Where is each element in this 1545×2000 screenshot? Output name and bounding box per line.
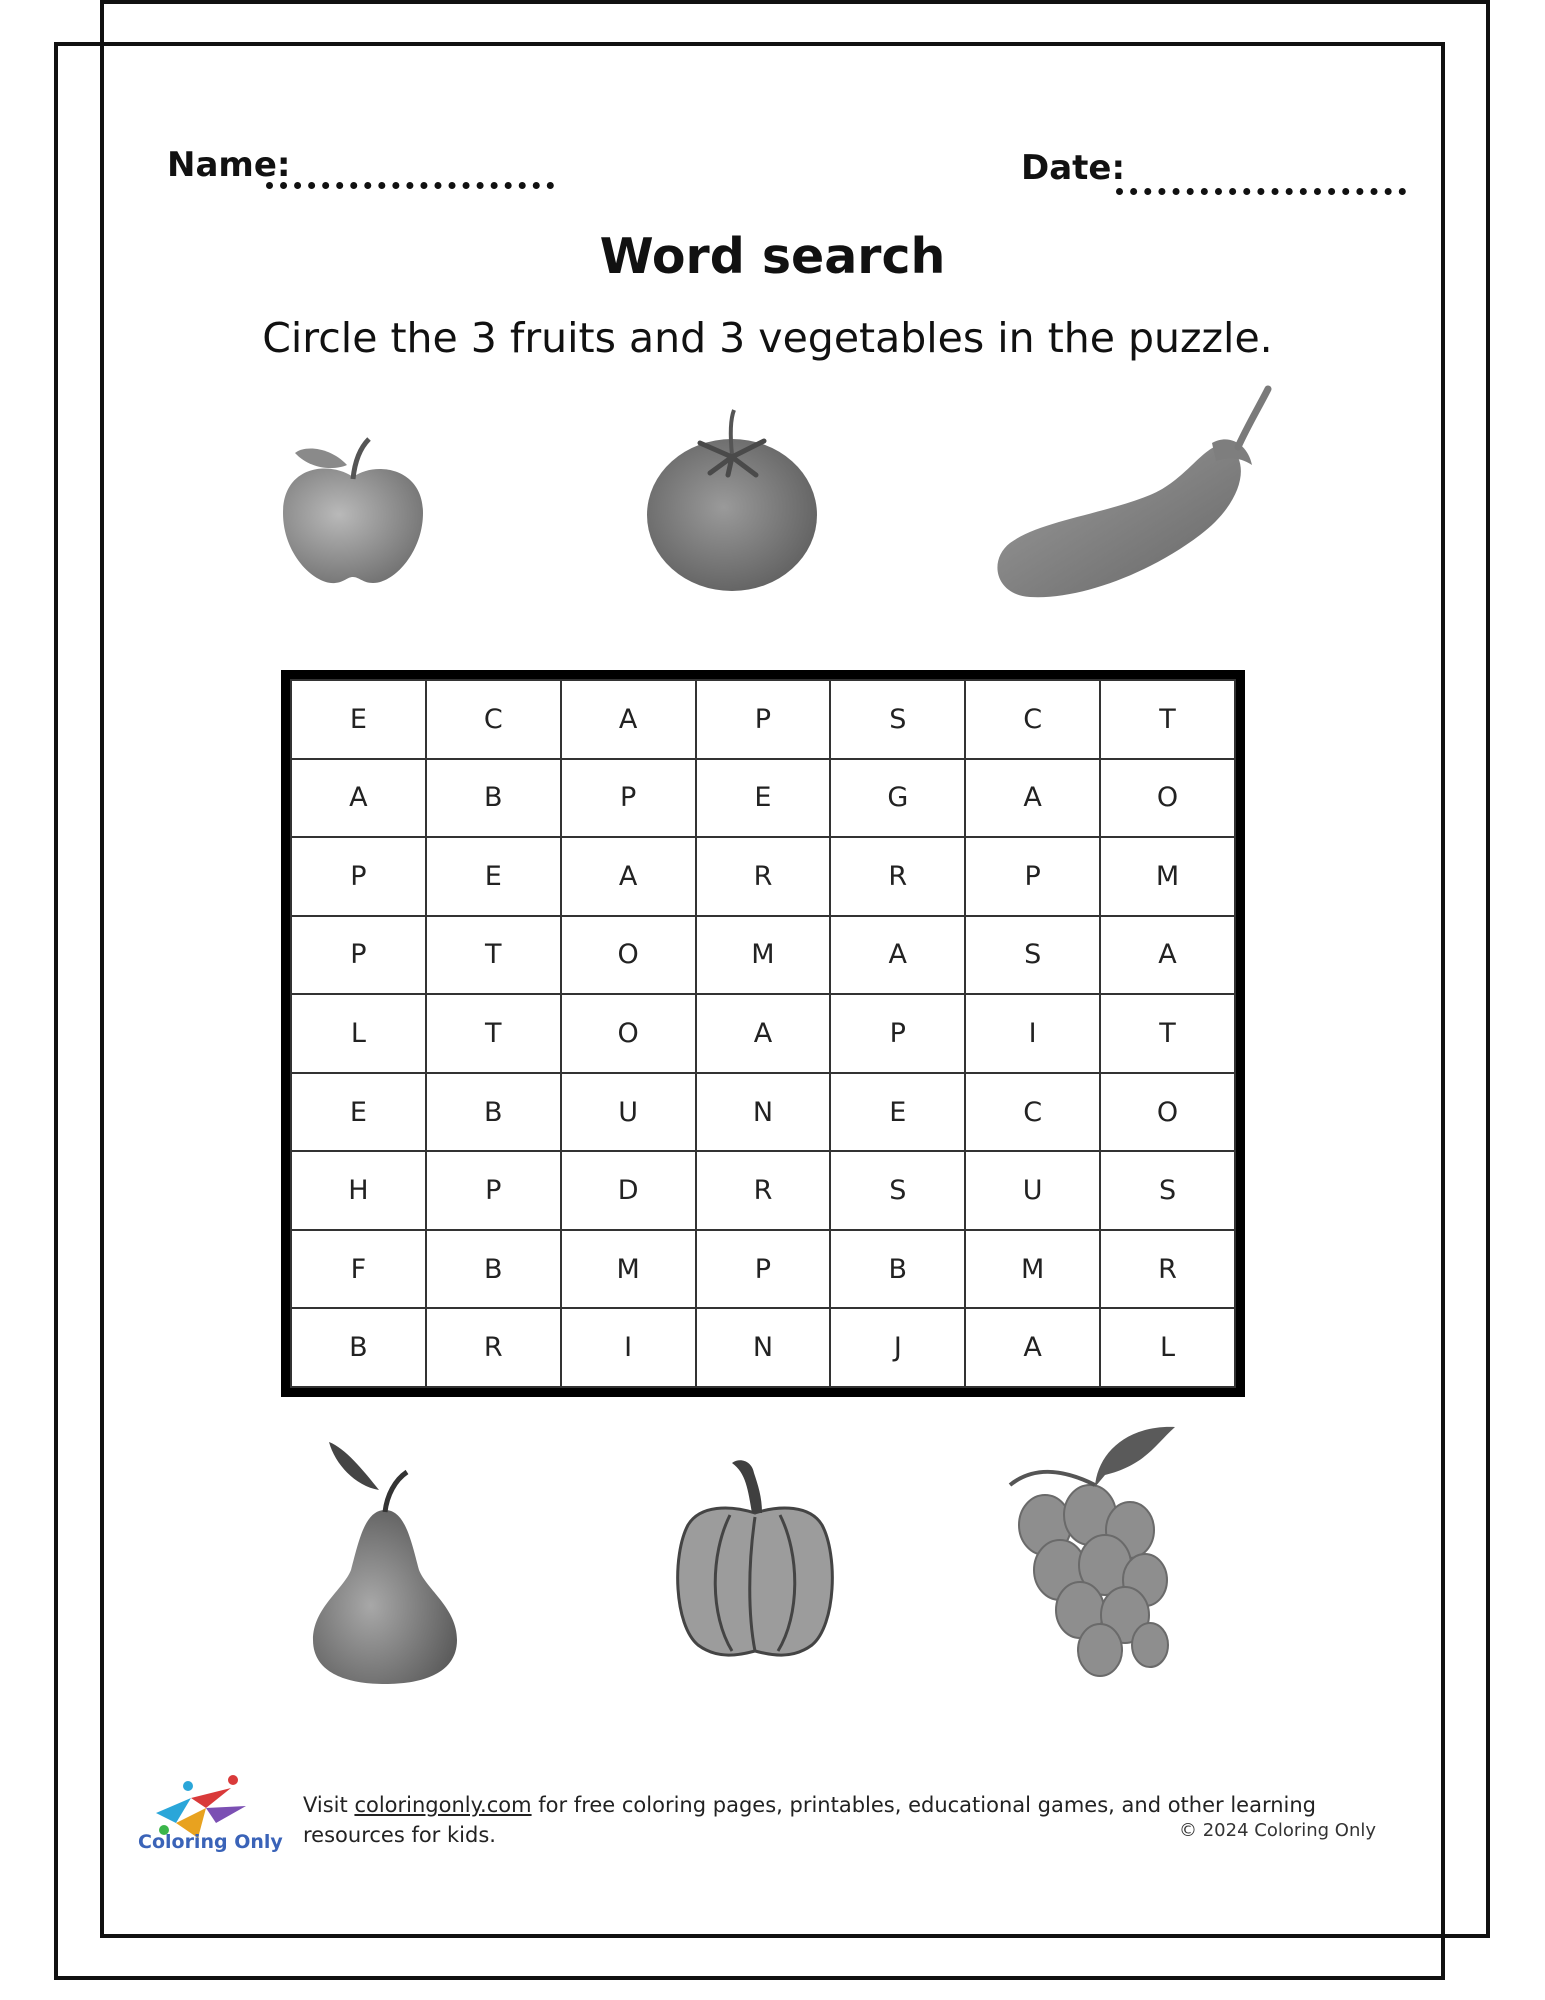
worksheet-title: Word search xyxy=(599,228,946,285)
grid-cell[interactable]: L xyxy=(1100,1308,1235,1387)
grid-row xyxy=(291,1151,1235,1230)
grid-cell[interactable]: P xyxy=(291,837,426,916)
grid-cell[interactable]: P xyxy=(965,837,1100,916)
grid-cell[interactable]: B xyxy=(426,1073,561,1152)
grid-row xyxy=(291,1308,1235,1387)
tomato-icon xyxy=(640,405,825,595)
grid-cell[interactable]: A xyxy=(965,1308,1100,1387)
grid-cell[interactable]: F xyxy=(291,1230,426,1309)
grid-cell[interactable]: C xyxy=(426,680,561,759)
grid-cell[interactable]: P xyxy=(696,680,831,759)
grid-cell[interactable]: C xyxy=(965,1073,1100,1152)
footer-visit: Visit xyxy=(303,1793,355,1817)
grid-row xyxy=(291,994,1235,1073)
grid-row xyxy=(291,1073,1235,1152)
grid-cell[interactable]: P xyxy=(696,1230,831,1309)
word-search-grid xyxy=(281,670,1245,1397)
grid-cell[interactable]: A xyxy=(291,759,426,838)
grid-cell[interactable]: I xyxy=(561,1308,696,1387)
grid-cell[interactable]: B xyxy=(291,1308,426,1387)
name-field[interactable] xyxy=(266,182,554,189)
grid-cell[interactable]: A xyxy=(965,759,1100,838)
grid-cell[interactable]: R xyxy=(696,1151,831,1230)
grid-cell[interactable]: S xyxy=(1100,1151,1235,1230)
grid-cell[interactable]: B xyxy=(426,1230,561,1309)
grid-cell[interactable]: T xyxy=(426,916,561,995)
grid-cell[interactable]: P xyxy=(830,994,965,1073)
grid-cell[interactable]: A xyxy=(561,837,696,916)
footer-rest: for free coloring pages, printables, educational games, and other learning resources for kids. xyxy=(303,1793,1316,1847)
grid-cell[interactable]: A xyxy=(561,680,696,759)
grid-cell[interactable]: I xyxy=(965,994,1100,1073)
grid-cell[interactable]: H xyxy=(291,1151,426,1230)
grid-cell[interactable]: E xyxy=(830,1073,965,1152)
grid-cell[interactable]: U xyxy=(965,1151,1100,1230)
grid-cell[interactable]: A xyxy=(696,994,831,1073)
grid-cell[interactable]: J xyxy=(830,1308,965,1387)
grid-cell[interactable]: R xyxy=(696,837,831,916)
grid-cell[interactable]: O xyxy=(1100,1073,1235,1152)
grid-row xyxy=(291,837,1235,916)
pear-icon xyxy=(305,1440,465,1685)
grid-cell[interactable]: N xyxy=(696,1308,831,1387)
date-field[interactable] xyxy=(1116,188,1406,195)
footer-link[interactable]: coloringonly.com xyxy=(354,1793,532,1817)
grid-cell[interactable]: M xyxy=(561,1230,696,1309)
copyright-text: © 2024 Coloring Only xyxy=(1179,1820,1377,1841)
grid-cell[interactable]: P xyxy=(426,1151,561,1230)
name-label: Name: xyxy=(167,145,291,185)
grid-cell[interactable]: B xyxy=(426,759,561,838)
grid-row xyxy=(291,680,1235,759)
eggplant-icon xyxy=(990,385,1285,610)
grid-cell[interactable]: T xyxy=(1100,994,1235,1073)
grid-cell[interactable]: E xyxy=(426,837,561,916)
grid-cell[interactable]: S xyxy=(830,1151,965,1230)
grid-cell[interactable]: M xyxy=(965,1230,1100,1309)
grid-cell[interactable]: L xyxy=(291,994,426,1073)
grid-cell[interactable]: T xyxy=(426,994,561,1073)
grid-cell[interactable]: E xyxy=(291,680,426,759)
grid-cell[interactable]: S xyxy=(965,916,1100,995)
grid-row xyxy=(291,1230,1235,1309)
grid-cell[interactable]: A xyxy=(1100,916,1235,995)
date-label: Date: xyxy=(1021,148,1126,188)
grid-cell[interactable]: E xyxy=(696,759,831,838)
grid-row xyxy=(291,759,1235,838)
grid-cell[interactable]: A xyxy=(830,916,965,995)
instruction-text: Circle the 3 fruits and 3 vegetables in the puzzle. xyxy=(262,314,1273,362)
grid-cell[interactable]: O xyxy=(1100,759,1235,838)
grid-cell[interactable]: B xyxy=(830,1230,965,1309)
bell-pepper-icon xyxy=(670,1455,840,1660)
grid-row xyxy=(291,916,1235,995)
grid-cell[interactable]: P xyxy=(561,759,696,838)
grid-cell[interactable]: U xyxy=(561,1073,696,1152)
grid-cell[interactable]: O xyxy=(561,916,696,995)
grid-cell[interactable]: R xyxy=(426,1308,561,1387)
grid-cell[interactable]: E xyxy=(291,1073,426,1152)
grid-cell[interactable]: C xyxy=(965,680,1100,759)
grid-cell[interactable]: M xyxy=(696,916,831,995)
grid-cell[interactable]: G xyxy=(830,759,965,838)
grid-cell[interactable]: N xyxy=(696,1073,831,1152)
apple-icon xyxy=(275,425,430,590)
grid-cell[interactable]: R xyxy=(1100,1230,1235,1309)
grid-cell[interactable]: P xyxy=(291,916,426,995)
grid-cell[interactable]: O xyxy=(561,994,696,1073)
grid-cell[interactable]: M xyxy=(1100,837,1235,916)
grid-cell[interactable]: S xyxy=(830,680,965,759)
grid-cell[interactable]: R xyxy=(830,837,965,916)
grid-cell[interactable]: T xyxy=(1100,680,1235,759)
logo-text: Coloring Only xyxy=(138,1831,283,1853)
grid-cell[interactable]: D xyxy=(561,1151,696,1230)
grapes-icon xyxy=(985,1415,1190,1685)
